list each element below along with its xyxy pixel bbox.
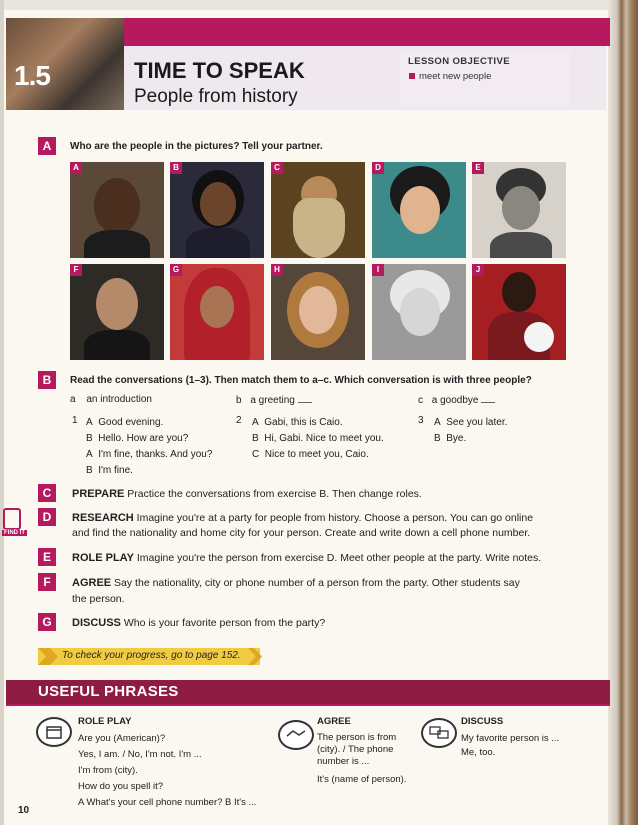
page-title: TIME TO SPEAK bbox=[134, 58, 305, 83]
phrase: Are you (American)? bbox=[78, 733, 166, 744]
phrase: How do you spell it? bbox=[78, 781, 164, 792]
section-f-text bbox=[72, 576, 520, 590]
face-shape bbox=[200, 182, 236, 226]
conv-line bbox=[86, 447, 212, 463]
speaker: C bbox=[252, 449, 260, 460]
section-g-key: DISCUSS bbox=[72, 617, 121, 629]
line-text: Bye. bbox=[446, 433, 467, 444]
objective-bullet-icon bbox=[409, 73, 415, 79]
conv-line bbox=[86, 463, 212, 479]
face-shape bbox=[94, 178, 140, 234]
photo-tag: G bbox=[170, 264, 182, 276]
section-g-body: Who is your favorite person from the party? bbox=[123, 617, 326, 629]
option-key: c bbox=[418, 395, 423, 406]
section-d-body-2: and find the nationality and home city for your person. Create and write down a cell phone number. bbox=[72, 527, 531, 539]
page-subtitle: People from history bbox=[134, 86, 298, 107]
conversation-1 bbox=[86, 415, 212, 479]
section-g-letter: G bbox=[38, 613, 56, 631]
option-key: b bbox=[236, 395, 242, 406]
section-b-letter: B bbox=[38, 371, 56, 389]
section-f-body-2: the person. bbox=[72, 593, 125, 605]
conv1-number: 1 bbox=[72, 415, 78, 426]
photo-a bbox=[70, 162, 164, 258]
photo-tag: A bbox=[70, 162, 82, 174]
chevron-right-end-icon bbox=[248, 648, 264, 665]
photo-i bbox=[372, 264, 466, 360]
photo-d bbox=[372, 162, 466, 258]
line-text: Gabi, this is Caio. bbox=[264, 417, 343, 428]
line-text: I'm fine. bbox=[98, 465, 133, 476]
photo-tag: F bbox=[70, 264, 82, 276]
speaker: A bbox=[86, 417, 93, 428]
conv-line bbox=[434, 431, 507, 447]
line-text: Hi, Gabi. Nice to meet you. bbox=[264, 433, 384, 444]
face-shape bbox=[200, 286, 234, 328]
speaker: A bbox=[434, 417, 441, 428]
clapperboard-icon bbox=[36, 717, 72, 747]
phrase: number is ... bbox=[317, 756, 370, 767]
section-d-letter: D bbox=[38, 508, 56, 526]
phrase: Me, too. bbox=[461, 747, 496, 758]
conv2-number: 2 bbox=[236, 415, 242, 426]
photo-tag: C bbox=[271, 162, 283, 174]
suit-shape bbox=[84, 230, 150, 258]
section-d-body: Imagine you're at a party for people from history. Choose a person. You can go online bbox=[136, 512, 534, 524]
photo-b bbox=[170, 162, 264, 258]
photo-g bbox=[170, 264, 264, 360]
section-a-letter: A bbox=[38, 137, 56, 155]
conversation-2 bbox=[252, 415, 384, 463]
photo-e bbox=[472, 162, 566, 258]
answer-blank[interactable] bbox=[481, 394, 495, 403]
phrase: I'm from (city). bbox=[78, 765, 138, 776]
conv-line bbox=[252, 415, 384, 431]
face-shape bbox=[502, 186, 540, 230]
book-spine-edge bbox=[608, 0, 638, 825]
beard-shape bbox=[293, 198, 345, 258]
line-text: I'm fine, thanks. And you? bbox=[98, 449, 213, 460]
conv3-number: 3 bbox=[418, 415, 424, 426]
section-e-key: ROLE PLAY bbox=[72, 552, 134, 564]
photo-c bbox=[271, 162, 365, 258]
page-left-edge bbox=[0, 0, 4, 825]
line-text: Good evening. bbox=[98, 417, 164, 428]
option-text: a goodbye bbox=[431, 395, 479, 406]
face-shape bbox=[502, 272, 536, 312]
option-text: a greeting bbox=[250, 395, 295, 406]
photo-j bbox=[472, 264, 566, 360]
section-f-key: AGREE bbox=[72, 577, 112, 589]
photo-tag: D bbox=[372, 162, 384, 174]
speaker: B bbox=[86, 433, 93, 444]
section-a-instruction: Who are the people in the pictures? Tell your partner. bbox=[70, 141, 323, 152]
section-d-key: RESEARCH bbox=[72, 512, 134, 524]
speaker: A bbox=[86, 449, 93, 460]
conversation-3 bbox=[434, 415, 507, 447]
sweater-shape bbox=[84, 330, 150, 360]
conv-line bbox=[252, 431, 384, 447]
section-g-text bbox=[72, 616, 325, 630]
option-c bbox=[418, 394, 495, 406]
section-c-letter: C bbox=[38, 484, 56, 502]
option-b bbox=[236, 394, 312, 406]
lesson-objective-label: LESSON OBJECTIVE bbox=[408, 56, 510, 67]
agree-phrases bbox=[317, 732, 406, 786]
speaker: B bbox=[434, 433, 441, 444]
handshake-icon bbox=[278, 720, 314, 750]
section-c-body: Practice the conversations from exercise B. Then change roles. bbox=[127, 488, 422, 500]
photo-tag: J bbox=[472, 264, 484, 276]
speech-bubbles-icon bbox=[421, 718, 457, 748]
face-shape bbox=[400, 186, 440, 234]
phrase: It's (name of person). bbox=[317, 774, 407, 785]
section-e-body: Imagine you're the person from exercise D. Meet other people at the party. Write notes. bbox=[136, 552, 542, 564]
section-e-text bbox=[72, 551, 541, 565]
section-c-key: PREPARE bbox=[72, 488, 125, 500]
phrase: (city). / The phone bbox=[317, 744, 394, 755]
unit-number: 1.5 bbox=[14, 60, 50, 91]
phrase: My favorite person is ... bbox=[461, 733, 560, 744]
section-f-letter: F bbox=[38, 573, 56, 591]
dress-shape bbox=[186, 228, 250, 258]
photo-f bbox=[70, 264, 164, 360]
line-text: See you later. bbox=[446, 417, 508, 428]
option-text: an introduction bbox=[86, 394, 152, 405]
discuss-heading: DISCUSS bbox=[461, 716, 504, 727]
find-it-badge: FIND IT bbox=[4, 530, 25, 536]
face-shape bbox=[96, 278, 138, 330]
phrase: A What's your cell phone number? B It's ... bbox=[78, 797, 257, 808]
section-f-body: Say the nationality, city or phone number of a person from the party. Other students say bbox=[114, 577, 520, 589]
photo-h bbox=[271, 264, 365, 360]
phone-icon bbox=[3, 508, 21, 530]
section-e-letter: E bbox=[38, 548, 56, 566]
conv-line bbox=[434, 415, 507, 431]
page-top-strip bbox=[0, 0, 638, 10]
speaker: A bbox=[252, 417, 259, 428]
option-a bbox=[70, 394, 152, 405]
face-shape bbox=[400, 288, 440, 336]
speaker: B bbox=[252, 433, 259, 444]
line-text: Hello. How are you? bbox=[98, 433, 189, 444]
agree-heading: AGREE bbox=[317, 716, 351, 727]
section-c-text bbox=[72, 487, 422, 501]
photo-tag: H bbox=[271, 264, 283, 276]
speaker: B bbox=[86, 465, 93, 476]
line-text: Nice to meet you, Caio. bbox=[264, 449, 369, 460]
roleplay-phrases bbox=[78, 732, 256, 810]
photo-tag: E bbox=[472, 162, 484, 174]
useful-phrases-rule bbox=[6, 704, 610, 706]
option-key: a bbox=[70, 394, 76, 405]
answer-blank[interactable] bbox=[298, 394, 312, 403]
face-shape bbox=[299, 286, 337, 334]
roleplay-heading: ROLE PLAY bbox=[78, 716, 132, 727]
conv-line bbox=[86, 415, 212, 431]
photo-tag: I bbox=[372, 264, 384, 276]
conv-line bbox=[252, 447, 384, 463]
progress-text[interactable]: To check your progress, go to page 152. bbox=[62, 650, 241, 661]
phrase: The person is from bbox=[317, 732, 397, 743]
page-number: 10 bbox=[18, 805, 30, 816]
discuss-phrases bbox=[461, 732, 559, 760]
section-b-instruction: Read the conversations (1–3). Then match them to a–c. Which conversation is with three people? bbox=[70, 375, 532, 386]
dress-shape bbox=[490, 232, 552, 258]
useful-phrases-title: USEFUL PHRASES bbox=[38, 683, 179, 700]
header-stripe bbox=[120, 18, 610, 46]
section-d-text bbox=[72, 511, 533, 525]
phrase: Yes, I am. / No, I'm not. I'm ... bbox=[78, 749, 202, 760]
chevron-right-icon bbox=[38, 648, 58, 665]
photo-tag: B bbox=[170, 162, 182, 174]
lesson-objective-text: meet new people bbox=[419, 71, 492, 82]
conv-line bbox=[86, 431, 212, 447]
ball-shape bbox=[524, 322, 554, 352]
